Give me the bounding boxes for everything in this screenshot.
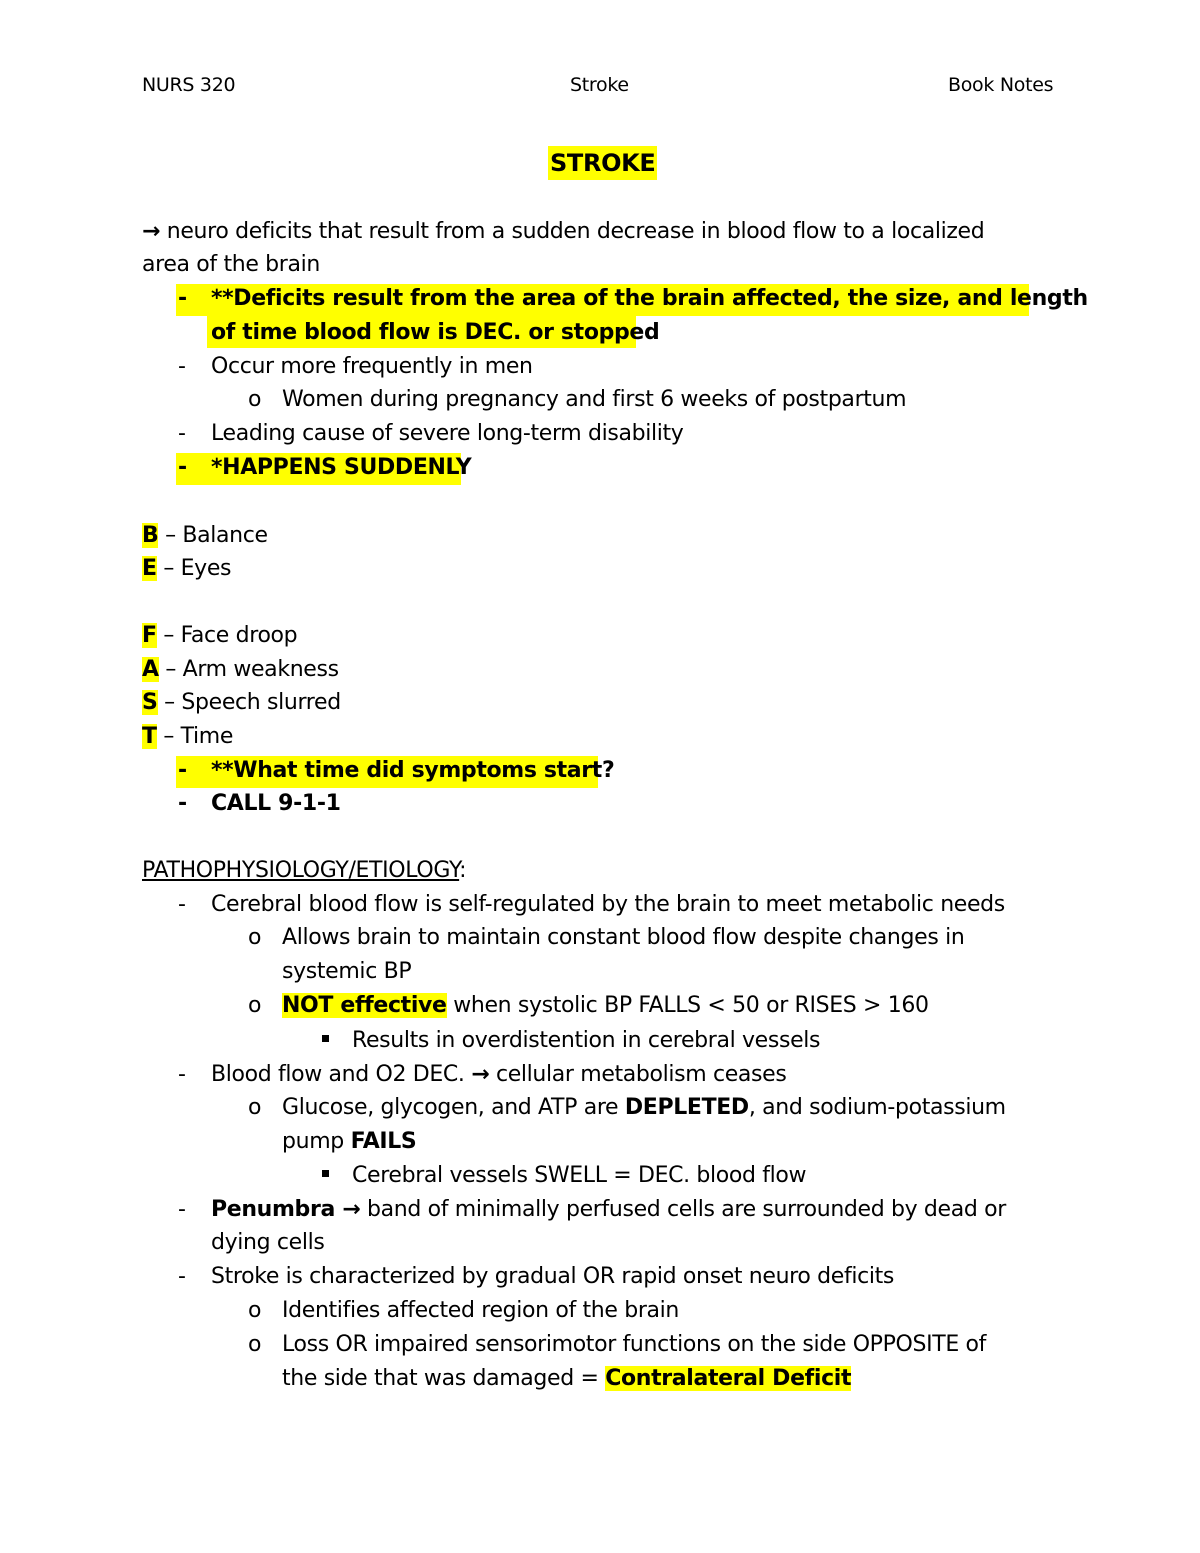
sub-bullet-circle: o [248,993,262,1018]
fast-letter: A [142,657,159,682]
fast-text: – Arm weakness [158,657,339,682]
sub-bullet-not-effective [282,991,929,1021]
bullet-dash: - [178,421,186,446]
o2-text-a: Blood flow and O2 DEC. [211,1062,472,1087]
bullet-dash: - [178,354,186,379]
section-heading-patho [142,856,466,886]
bullet-dash: - [178,286,188,311]
sub-bullet-circle: o [248,1298,262,1323]
sub-bullet-circle: o [248,925,262,950]
bullet-dash: - [178,1264,186,1289]
be-eyes [142,554,231,584]
patho-heading-text: PATHOPHYSIOLOGY/ETIOLOGY [142,858,460,883]
sub-sub-bullet-swell: Cerebral vessels SWELL = DEC. blood flow [352,1163,807,1188]
bullet-dash: - [178,455,188,480]
bullet-men: Occur more frequently in men [211,354,533,379]
bullet-penumbra-line-2: dying cells [211,1230,325,1255]
fast-text: – Face droop [156,623,298,648]
fast-letter: T [142,724,157,749]
highlight-contralateral: Contralateral Deficit [605,1366,852,1391]
be-text: – Eyes [156,556,232,581]
bullet-blood-flow-o2 [211,1060,786,1090]
square-bullet [322,1170,329,1177]
penumbra-term: Penumbra [211,1197,343,1222]
sub-bullet-glucose-line-1 [282,1093,1006,1123]
header-course: NURS 320 [142,74,236,96]
bullet-deficits-line-1: **Deficits result from the area of the brain affected, the size, and length [211,286,1088,311]
o2-text-b: cellular metabolism ceases [489,1062,787,1087]
header-topic: Stroke [570,74,629,96]
bullet-dash: - [178,758,188,783]
sub-bullet-allows-line-2: systemic BP [282,959,412,984]
fast-text: – Speech slurred [157,690,341,715]
fast-letter: F [142,623,157,648]
penumbra-rest: band of minimally perfused cells are surrounded by dead or [360,1197,1006,1222]
sub-bullet-circle: o [248,387,262,412]
fast-face [142,621,297,651]
be-balance [142,521,268,551]
bullet-call-911: CALL 9-1-1 [211,791,341,816]
page-title: STROKE [548,146,657,180]
sub-bullet-circle: o [248,1095,262,1120]
fast-text: – Time [156,724,234,749]
be-letter: E [142,556,157,581]
glucose-text-a: Glucose, glycogen, and ATP are [282,1095,625,1120]
patho-heading-colon: : [459,858,467,883]
bullet-stroke-characterized: Stroke is characterized by gradual OR rapid onset neuro deficits [211,1264,894,1289]
not-effective-rest: when systolic BP FALLS < 50 or RISES > 160 [446,993,929,1018]
fast-arm [142,655,339,685]
arrow-icon: → [142,219,161,244]
bullet-dash: - [178,1062,186,1087]
sub-bullet-women: Women during pregnancy and first 6 weeks of postpartum [282,387,907,412]
bullet-happens-suddenly: *HAPPENS SUDDENLY [211,455,472,480]
intro-line-1 [142,217,984,247]
glucose-text-c: , and sodium-potassium [748,1095,1006,1120]
sub-sub-bullet-overdistention: Results in overdistention in cerebral vessels [352,1028,821,1053]
be-text: – Balance [158,523,268,548]
be-letter: B [142,523,159,548]
pump-text: pump [282,1129,351,1154]
sub-bullet-allows-line-1: Allows brain to maintain constant blood flow despite changes in [282,925,965,950]
glucose-depleted: DEPLETED [624,1095,749,1120]
sub-bullet-identifies: Identifies affected region of the brain [282,1298,680,1323]
fast-letter: S [142,690,158,715]
bullet-dash: - [178,791,188,816]
sub-bullet-loss-line-2 [282,1364,851,1394]
intro-line-2: area of the brain [142,252,320,277]
header-doc-type: Book Notes [948,74,1054,96]
bullet-cerebral-flow: Cerebral blood flow is self-regulated by the brain to meet metabolic needs [211,892,1005,917]
arrow-icon: → [342,1197,361,1222]
bullet-dash: - [178,892,186,917]
bullet-disability: Leading cause of severe long-term disability [211,421,684,446]
sub-bullet-glucose-line-2 [282,1127,416,1157]
fast-speech [142,688,341,718]
highlight-not-effective: NOT effective [282,993,447,1018]
bullet-penumbra-line-1 [211,1195,1006,1225]
sub-bullet-loss-line-1: Loss OR impaired sensorimotor functions on the side OPPOSITE of [282,1332,987,1357]
fast-time [142,722,233,752]
bullet-dash: - [178,1197,186,1222]
arrow-icon: → [471,1062,490,1087]
square-bullet [322,1035,329,1042]
bullet-deficits-line-2: of time blood flow is DEC. or stopped [211,320,660,345]
bullet-what-time: **What time did symptoms start? [211,758,615,783]
pump-fails: FAILS [350,1129,417,1154]
sub-bullet-circle: o [248,1332,262,1357]
intro-text: neuro deficits that result from a sudden decrease in blood flow to a localized [160,219,985,244]
loss-text: the side that was damaged = [282,1366,606,1391]
